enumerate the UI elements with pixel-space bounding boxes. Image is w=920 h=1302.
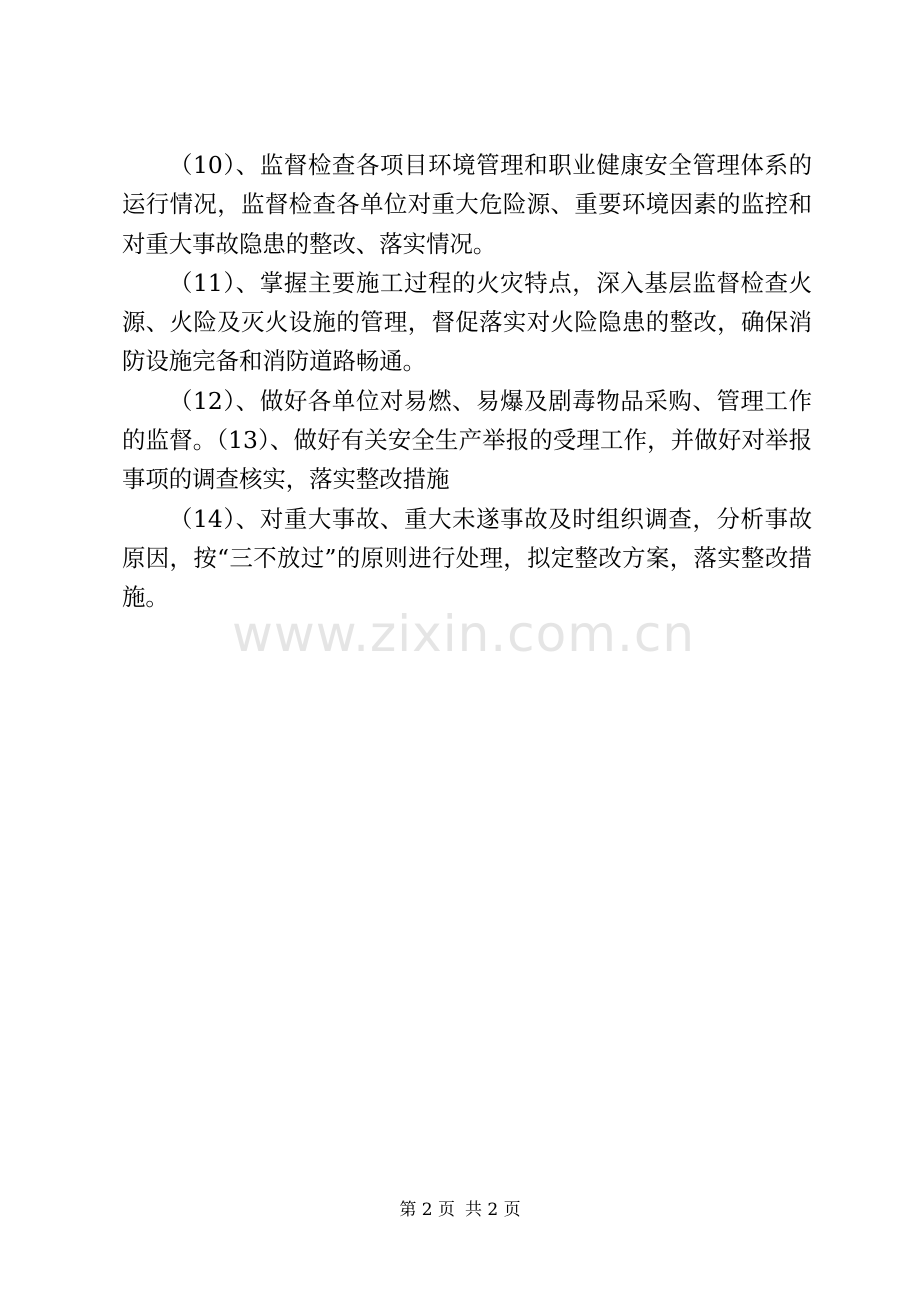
watermark: www.zixin.com.cn xyxy=(232,605,696,663)
page-footer xyxy=(0,1198,920,1222)
page-number-current: 第 2 页 xyxy=(399,1200,455,1220)
paragraph-11: （11）、掌握主要施工过程的火灾特点，深入基层监督检查火源、火险及灭火设施的管理，督促落实对火险隐患的整改，确保消防设施完备和消防道路畅通。 xyxy=(122,268,812,376)
paragraph-14: （14）、对重大事故、重大未遂事故及时组织调查，分析事故原因，按“三不放过”的原则进行处理，拟定整改方案，落实整改措施。 xyxy=(122,504,812,612)
page-number-total: 共 2 页 xyxy=(465,1200,521,1220)
document-body xyxy=(122,146,812,618)
paragraph-12-13: （12）、做好各单位对易燃、易爆及剧毒物品采购、管理工作的监督。（13）、做好有关安全生产举报的受理工作，并做好对举报事项的调查核实，落实整改措施 xyxy=(122,386,812,494)
paragraph-10: （10）、监督检查各项目环境管理和职业健康安全管理体系的运行情况，监督检查各单位对重大危险源、重要环境因素的监控和对重大事故隐患的整改、落实情况。 xyxy=(122,151,812,258)
